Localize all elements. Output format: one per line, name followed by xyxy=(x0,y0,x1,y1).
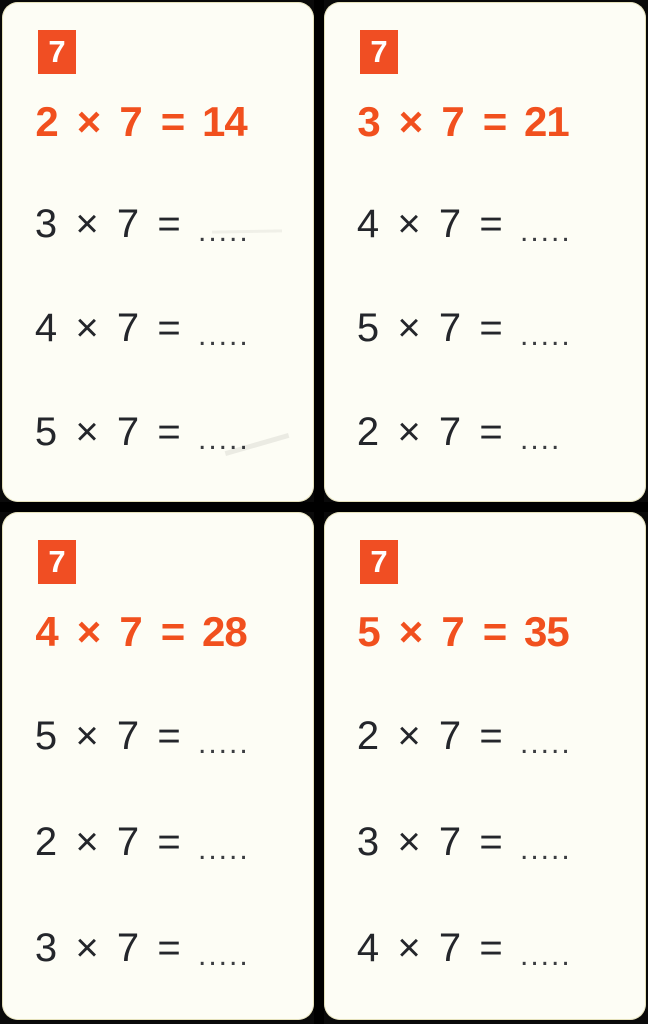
equation-row xyxy=(324,98,646,202)
answer-blank[interactable]: ..... xyxy=(198,939,250,972)
equals-icon: = xyxy=(157,410,181,454)
multiply-icon: × xyxy=(75,926,99,970)
times-table-badge: 7 xyxy=(360,30,398,74)
equation-row xyxy=(324,820,646,926)
equals-icon: = xyxy=(157,306,181,350)
equals-icon: = xyxy=(160,98,186,145)
multiply-icon: × xyxy=(398,608,424,655)
answer-blank[interactable]: ..... xyxy=(520,727,572,760)
multiplier: 7 xyxy=(119,608,143,655)
equation-row xyxy=(324,608,646,714)
multiply-icon: × xyxy=(75,820,99,864)
multiplier: 7 xyxy=(116,820,140,864)
multiplicand: 5 xyxy=(34,410,58,454)
multiply-icon: × xyxy=(76,608,102,655)
equation-row xyxy=(2,410,314,502)
multiplicand: 2 xyxy=(356,410,380,454)
multiplicand: 5 xyxy=(357,608,381,655)
multiply-icon: × xyxy=(76,98,102,145)
multiplier: 7 xyxy=(116,410,140,454)
flashcard[interactable] xyxy=(2,512,314,1020)
multiplier: 7 xyxy=(438,306,462,350)
multiply-icon: × xyxy=(75,202,99,246)
equals-icon: = xyxy=(479,820,503,864)
multiply-icon: × xyxy=(397,202,421,246)
answer-blank[interactable]: .... xyxy=(520,423,562,456)
equation-row xyxy=(324,306,646,410)
multiplier: 7 xyxy=(441,98,465,145)
multiplicand: 2 xyxy=(356,714,380,758)
answer-blank[interactable]: ..... xyxy=(520,319,572,352)
multiply-icon: × xyxy=(397,820,421,864)
multiplicand: 2 xyxy=(34,820,58,864)
equation-row xyxy=(2,306,314,410)
multiply-icon: × xyxy=(75,306,99,350)
equation-list xyxy=(324,608,646,1020)
multiplicand: 4 xyxy=(35,608,59,655)
equals-icon: = xyxy=(479,410,503,454)
flashcard[interactable] xyxy=(324,2,646,502)
multiplicand: 5 xyxy=(34,714,58,758)
multiply-icon: × xyxy=(398,98,424,145)
equals-icon: = xyxy=(479,306,503,350)
equals-icon: = xyxy=(482,608,508,655)
multiply-icon: × xyxy=(397,306,421,350)
multiplicand: 2 xyxy=(35,98,59,145)
equals-icon: = xyxy=(157,714,181,758)
equals-icon: = xyxy=(160,608,186,655)
multiplicand: 3 xyxy=(34,202,58,246)
equation-row xyxy=(2,608,314,714)
multiplicand: 4 xyxy=(356,202,380,246)
equation-row xyxy=(324,410,646,502)
equation-row xyxy=(2,98,314,202)
times-table-badge: 7 xyxy=(360,540,398,584)
equals-icon: = xyxy=(157,926,181,970)
multiplier: 7 xyxy=(441,608,465,655)
multiplier: 7 xyxy=(438,926,462,970)
multiplier: 7 xyxy=(116,714,140,758)
equals-icon: = xyxy=(479,926,503,970)
answer-value: 35 xyxy=(524,608,569,655)
equals-icon: = xyxy=(157,820,181,864)
answer-blank[interactable]: ..... xyxy=(520,939,572,972)
multiplicand: 5 xyxy=(356,306,380,350)
vertical-gap xyxy=(314,0,324,1024)
answer-blank[interactable]: ..... xyxy=(198,423,250,456)
multiplicand: 4 xyxy=(356,926,380,970)
answer-blank[interactable]: ..... xyxy=(520,833,572,866)
equation-row xyxy=(2,820,314,926)
multiplier: 7 xyxy=(438,202,462,246)
multiplier: 7 xyxy=(116,306,140,350)
equation-list xyxy=(324,98,646,502)
multiplicand: 3 xyxy=(357,98,381,145)
multiply-icon: × xyxy=(75,714,99,758)
answer-value: 21 xyxy=(524,98,569,145)
equals-icon: = xyxy=(157,202,181,246)
multiplier: 7 xyxy=(119,98,143,145)
answer-blank[interactable]: ..... xyxy=(520,215,572,248)
answer-blank[interactable]: ..... xyxy=(198,833,250,866)
answer-blank[interactable]: ..... xyxy=(198,727,250,760)
equation-row xyxy=(324,202,646,306)
multiplicand: 3 xyxy=(34,926,58,970)
times-table-badge: 7 xyxy=(38,30,76,74)
equation-row xyxy=(2,202,314,306)
multiplier: 7 xyxy=(438,714,462,758)
multiplier: 7 xyxy=(438,410,462,454)
equation-row xyxy=(324,714,646,820)
multiplicand: 4 xyxy=(34,306,58,350)
multiplicand: 3 xyxy=(356,820,380,864)
equation-list xyxy=(2,608,314,1020)
multiplier: 7 xyxy=(438,820,462,864)
equals-icon: = xyxy=(482,98,508,145)
multiplier: 7 xyxy=(116,926,140,970)
equals-icon: = xyxy=(479,202,503,246)
multiply-icon: × xyxy=(75,410,99,454)
multiply-icon: × xyxy=(397,926,421,970)
times-table-badge: 7 xyxy=(38,540,76,584)
answer-blank[interactable]: ..... xyxy=(198,319,250,352)
multiplier: 7 xyxy=(116,202,140,246)
equals-icon: = xyxy=(479,714,503,758)
multiply-icon: × xyxy=(397,714,421,758)
horizontal-gap xyxy=(0,502,648,512)
equation-row xyxy=(2,926,314,1020)
multiply-icon: × xyxy=(397,410,421,454)
answer-blank[interactable]: ..... xyxy=(198,215,250,248)
equation-list xyxy=(2,98,314,502)
flashcard[interactable] xyxy=(2,2,314,502)
answer-value: 14 xyxy=(202,98,247,145)
answer-value: 28 xyxy=(202,608,247,655)
equation-row xyxy=(2,714,314,820)
equation-row xyxy=(324,926,646,1020)
flashcard[interactable] xyxy=(324,512,646,1020)
